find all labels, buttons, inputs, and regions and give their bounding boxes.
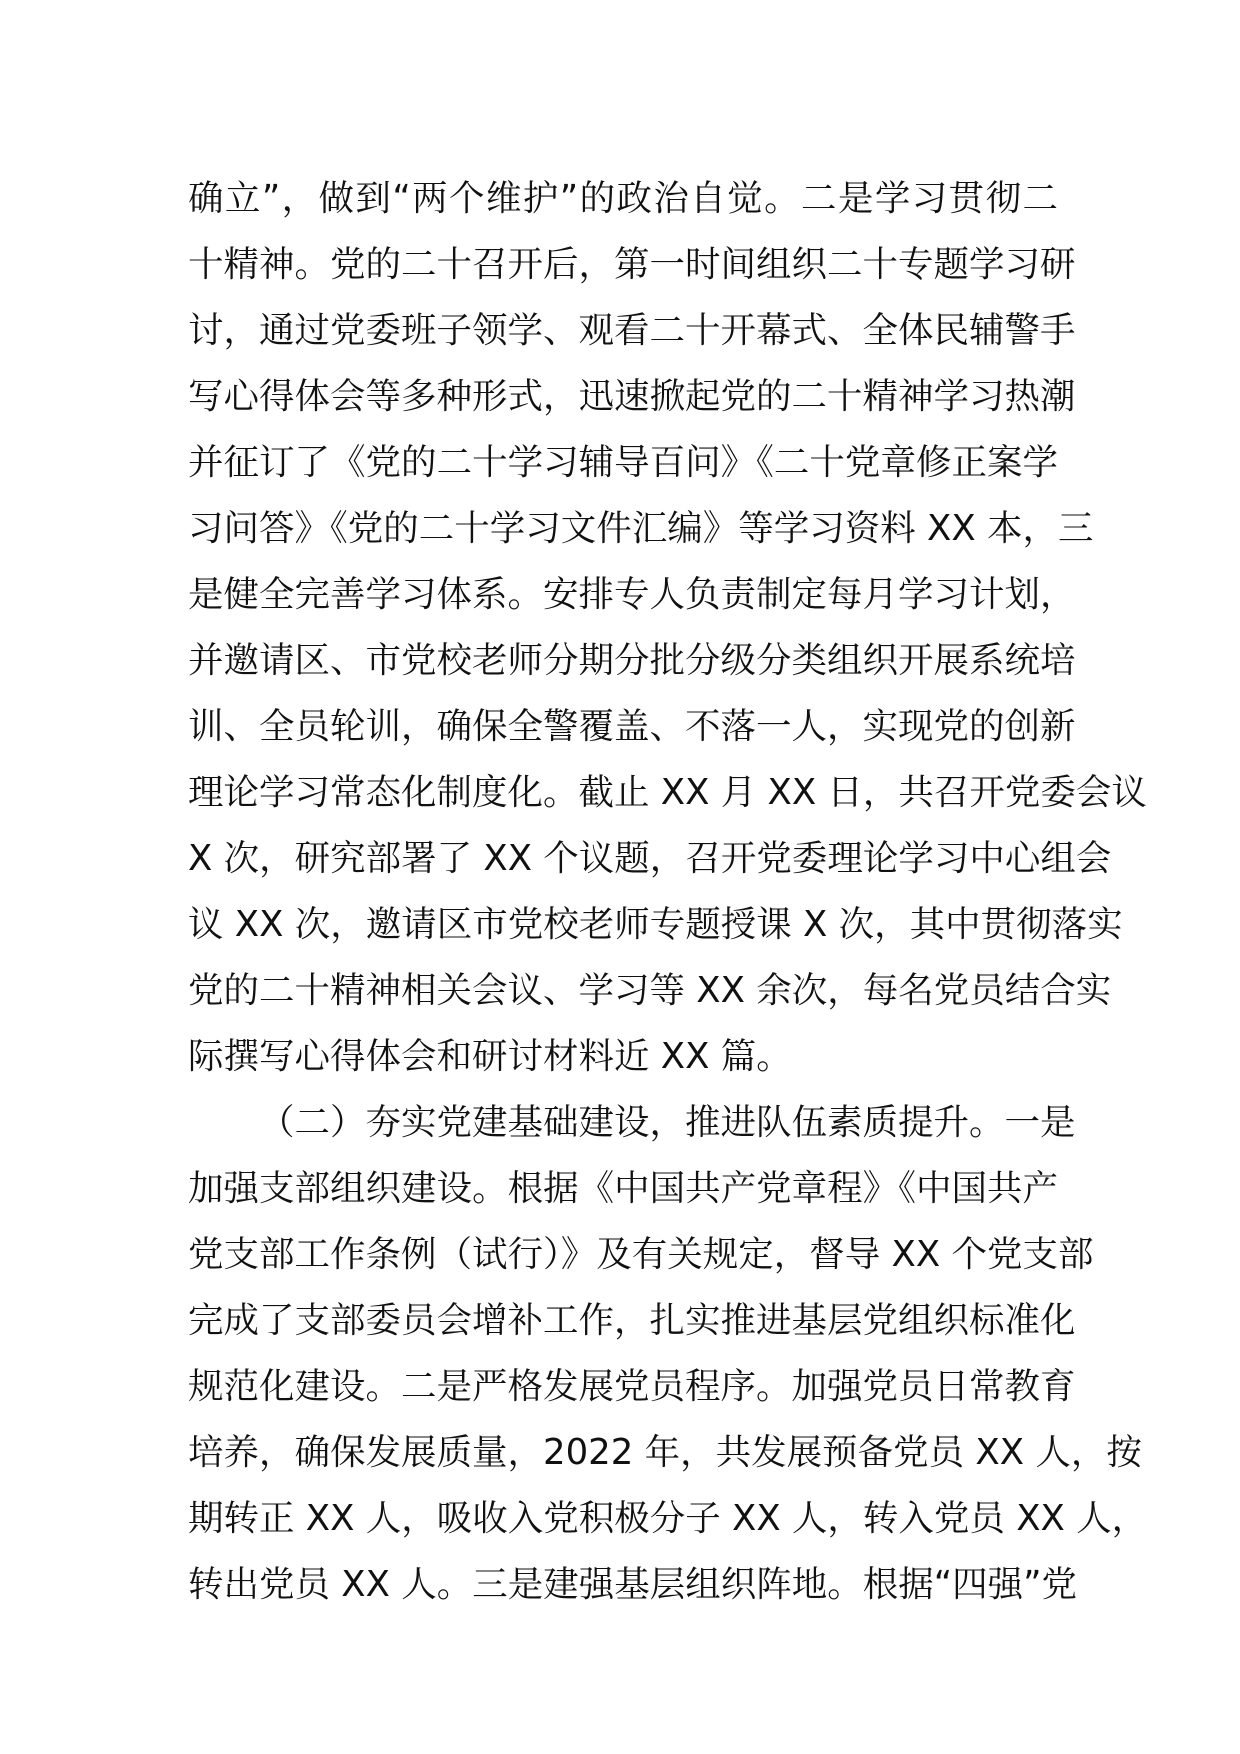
section-heading-line: （二）夯实党建基础建设，推进队伍素质提升。一是 xyxy=(259,1102,1076,1143)
paragraph-end-line: 际撰写心得体会和研讨材料近 XX 篇。 xyxy=(188,1036,792,1077)
text-line: 理论学习常态化制度化。截止 XX 月 XX 日，共召开党委会议 xyxy=(188,772,1147,813)
text-line: 确立”，做到“两个维护”的政治自觉。二是学习贯彻二 xyxy=(188,178,1058,219)
text-line: 并邀请区、市党校老师分期分批分级分类组织开展系统培 xyxy=(188,640,1076,681)
text-line: 是健全完善学习体系。安排专人负责制定每月学习计划， xyxy=(188,574,1076,615)
text-line: 十精神。党的二十召开后，第一时间组织二十专题学习研 xyxy=(188,244,1076,285)
text-line: 训、全员轮训，确保全警覆盖、不落一人，实现党的创新 xyxy=(188,706,1076,747)
text-line: 习问答》《党的二十学习文件汇编》等学习资料 XX 本，三 xyxy=(188,508,1094,549)
text-line: 党的二十精神相关会议、学习等 XX 余次，每名党员结合实 xyxy=(188,970,1112,1011)
text-line: 完成了支部委员会增补工作，扎实推进基层党组织标准化 xyxy=(188,1300,1076,1341)
text-line: 规范化建设。二是严格发展党员程序。加强党员日常教育 xyxy=(188,1366,1076,1407)
text-line: 讨，通过党委班子领学、观看二十开幕式、全体民辅警手 xyxy=(188,310,1076,351)
text-line: X 次，研究部署了 XX 个议题，召开党委理论学习中心组会 xyxy=(188,838,1112,879)
text-line: 议 XX 次，邀请区市党校老师专题授课 X 次，其中贯彻落实 xyxy=(188,904,1123,945)
document-body xyxy=(188,166,1148,1618)
text-line: 并征订了《党的二十学习辅导百问》《二十党章修正案学 xyxy=(188,442,1058,483)
text-line: 培养，确保发展质量，2022 年，共发展预备党员 XX 人，按 xyxy=(188,1432,1142,1473)
text-line: 写心得体会等多种形式，迅速掀起党的二十精神学习热潮 xyxy=(188,376,1076,417)
text-line: 转出党员 XX 人。三是建强基层组织阵地。根据“四强”党 xyxy=(188,1564,1077,1605)
text-line: 加强支部组织建设。根据《中国共产党章程》《中国共产 xyxy=(188,1168,1058,1209)
text-line: 期转正 XX 人，吸收入党积极分子 XX 人，转入党员 XX 人， xyxy=(188,1498,1148,1539)
text-line: 党支部工作条例（试行）》及有关规定，督导 XX 个党支部 xyxy=(188,1234,1094,1275)
